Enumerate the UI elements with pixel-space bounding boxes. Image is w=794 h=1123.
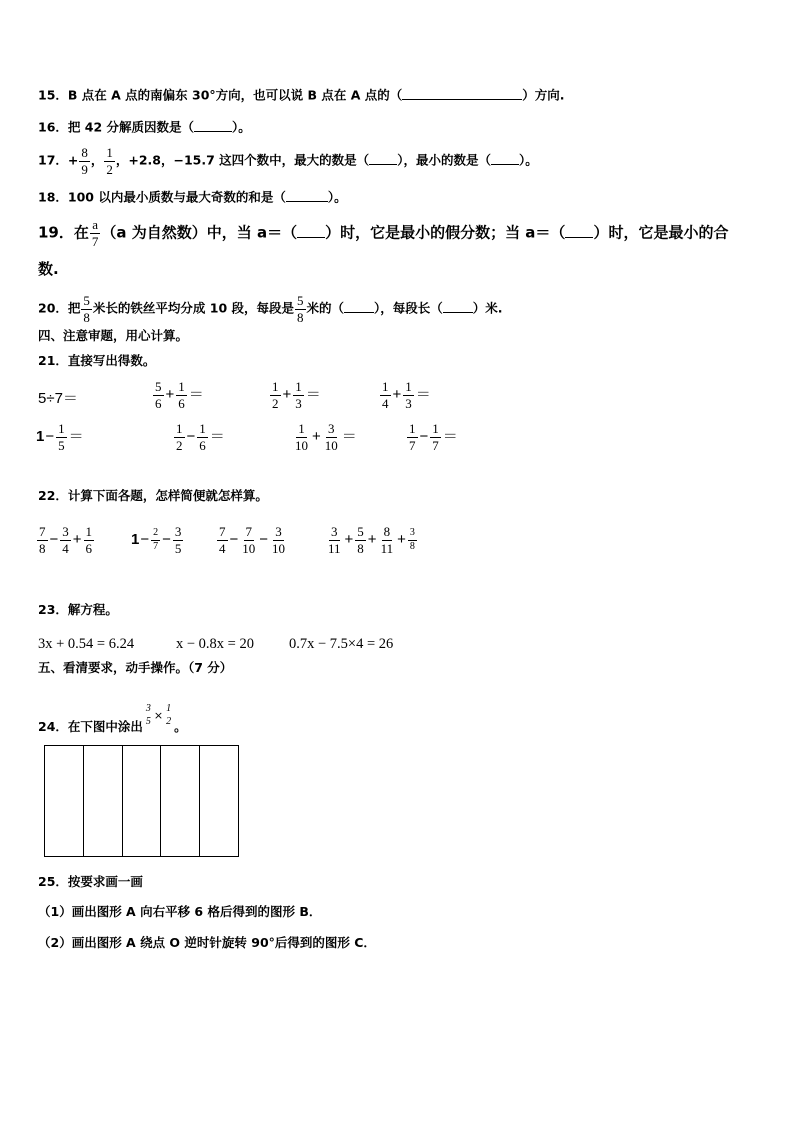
q17-fraction-2	[104, 146, 115, 176]
operator: −	[186, 428, 196, 446]
grid-cell[interactable]	[84, 746, 123, 856]
q17-blank-min[interactable]	[491, 151, 519, 165]
q21-item-5	[36, 422, 85, 452]
grid-cell[interactable]	[123, 746, 162, 856]
shading-grid[interactable]	[44, 745, 239, 857]
numerator: 1	[178, 379, 185, 394]
fraction	[174, 422, 185, 452]
numerator: 1	[199, 421, 206, 436]
fraction	[37, 525, 48, 555]
fraction	[240, 525, 257, 555]
fraction	[407, 422, 418, 452]
numerator: 1	[176, 421, 183, 436]
times-sign: ×	[153, 709, 164, 722]
numerator: 1	[409, 421, 416, 436]
equation-text: 0.7x − 7.5×4 = 26	[289, 636, 394, 652]
q19-text: （a 为自然数）中，当 a＝（	[101, 223, 298, 242]
fraction	[60, 525, 71, 555]
grid-cell[interactable]	[45, 746, 84, 856]
denominator: 4	[219, 540, 226, 556]
q17-prefix: 17．+	[38, 152, 79, 168]
denominator: 7	[153, 540, 159, 552]
section-5-text: 五、看清要求，动手操作。（7 分）	[38, 660, 233, 675]
fraction	[197, 422, 208, 452]
fraction	[173, 525, 184, 555]
q20-text: 米长的铁丝平均分成 10 段，每段是	[92, 300, 295, 316]
numerator: 3	[62, 524, 69, 539]
equals-sign: ＝	[442, 428, 458, 446]
q21-title-text: 21．直接写出得数。	[38, 353, 156, 368]
operator: −	[229, 531, 239, 549]
numerator: 1	[295, 379, 302, 394]
fraction	[270, 380, 281, 410]
q16-text-end: ）。	[232, 119, 251, 135]
numerator: 1	[272, 379, 279, 394]
numerator: 3	[408, 528, 417, 541]
q16-text: 16．把 42 分解质因数是（	[38, 119, 194, 135]
q19-prefix: 19．在	[38, 223, 89, 242]
q15-blank[interactable]	[402, 86, 522, 100]
q17-blank-max[interactable]	[369, 151, 397, 165]
q17-text-mid: ），最小的数是（	[397, 152, 491, 168]
denominator: 10	[242, 540, 256, 556]
q25-item-1-text: （1）画出图形 A 向右平移 6 格后得到的图形 B．	[38, 904, 322, 919]
q20-fraction-2	[295, 294, 306, 324]
numerator: 1	[58, 421, 65, 436]
q19-line2-text: 数.	[38, 260, 59, 278]
fraction	[217, 525, 228, 555]
whole-number: 1	[36, 428, 45, 446]
equals-sign: ＝	[305, 386, 321, 404]
operator: +	[392, 386, 402, 404]
q17-fraction-1	[79, 146, 90, 176]
operator: +	[344, 531, 354, 549]
denominator: 10	[295, 437, 308, 453]
operator: −	[162, 531, 171, 549]
operator: −	[45, 428, 55, 446]
numerator: 1	[166, 703, 172, 714]
denominator: 8	[409, 540, 415, 552]
q21-item-6	[173, 422, 226, 452]
q19-fraction	[90, 218, 101, 248]
operator: −	[49, 531, 59, 549]
q23-equation-1	[38, 636, 134, 653]
denominator: 4	[62, 540, 69, 556]
equals-sign: ＝	[188, 386, 204, 404]
denominator: 8	[297, 309, 304, 325]
denominator: 3	[295, 395, 302, 411]
question-23-title	[38, 604, 118, 617]
operator: +	[165, 386, 175, 404]
numerator: 1	[405, 379, 412, 394]
numerator: 1	[85, 524, 93, 539]
numerator: 1	[298, 421, 305, 436]
numerator: 3	[145, 703, 151, 714]
denominator: 5	[174, 540, 182, 556]
numerator: 8	[81, 145, 88, 160]
question-17	[38, 146, 538, 176]
numerator: 7	[219, 524, 226, 539]
fraction	[379, 525, 396, 555]
fraction	[326, 525, 343, 555]
q23-equation-2	[176, 636, 254, 653]
denominator: 6	[85, 540, 93, 556]
operator: +	[397, 531, 406, 549]
question-22-title	[38, 490, 268, 503]
denominator: 5	[145, 715, 151, 727]
question-15	[38, 86, 565, 102]
fraction	[164, 704, 173, 727]
q19-text-end: ）时，它是最小的合	[593, 223, 729, 242]
section-4-heading	[38, 330, 188, 343]
numerator: 2	[151, 528, 160, 541]
whole-number: 1	[131, 531, 140, 549]
operator: +	[367, 531, 377, 549]
q15-text: 15．B 点在 A 点的南偏东 30°方向，也可以说 B 点在 A 点的（	[38, 87, 403, 103]
q24-text-end: 。	[174, 719, 187, 734]
question-25-item-2	[38, 937, 376, 950]
question-19-line-2	[38, 262, 59, 277]
fraction	[153, 380, 164, 410]
question-25-title	[38, 876, 143, 889]
grid-cell[interactable]	[200, 746, 238, 856]
q25-item-2-text: （2）画出图形 A 绕点 O 逆时针旋转 90°后得到的图形 C．	[38, 935, 376, 950]
denominator: 3	[405, 395, 412, 411]
numerator: 5	[297, 293, 304, 308]
equals-sign: ＝	[68, 428, 84, 446]
numerator: 5	[83, 293, 90, 308]
equation-text: 3x + 0.54 = 6.24	[38, 636, 135, 652]
operator: −	[140, 531, 150, 549]
fraction	[84, 525, 95, 555]
q20-text-mid2: ），每段长（	[374, 300, 443, 316]
denominator: 7	[91, 233, 99, 249]
q21-item-1	[38, 391, 78, 406]
q19-blank-1[interactable]	[297, 222, 325, 238]
denominator: 11	[328, 540, 341, 556]
q20-fraction-1	[81, 294, 92, 324]
q22-expression-4	[325, 525, 418, 555]
numerator: 5	[357, 524, 364, 539]
denominator: 6	[199, 437, 206, 453]
numerator: 1	[432, 421, 439, 436]
fraction	[430, 422, 441, 452]
fraction	[56, 422, 67, 452]
question-25-item-1	[38, 906, 321, 919]
denominator: 8	[83, 309, 90, 325]
q24-expression	[143, 704, 174, 727]
fraction	[144, 704, 153, 727]
fraction	[355, 525, 366, 555]
q23-title-text: 23．解方程。	[38, 602, 118, 617]
denominator: 11	[380, 540, 394, 556]
q22-expression-3	[216, 525, 288, 555]
q21-item-3	[269, 380, 322, 410]
fraction	[403, 380, 414, 410]
denominator: 7	[409, 437, 416, 453]
q22-expression-1	[36, 525, 95, 555]
operator: +	[312, 428, 321, 446]
fraction	[293, 380, 304, 410]
q25-title-text: 25．按要求画一画	[38, 874, 143, 889]
q21-item-7	[292, 422, 358, 452]
q21-item-8	[406, 422, 459, 452]
denominator: 7	[432, 437, 439, 453]
equation-text: x − 0.8x = 20	[176, 636, 254, 652]
q18-text-end: ）。	[327, 189, 347, 205]
denominator: 9	[81, 161, 88, 177]
q20-text-mid: 米的（	[306, 300, 345, 316]
equals-sign: ＝	[209, 428, 225, 446]
question-24	[38, 703, 187, 739]
q18-blank[interactable]	[286, 188, 328, 202]
q21-item-1-text: 5÷7＝	[38, 390, 78, 407]
denominator: 8	[357, 540, 364, 556]
section-5-heading	[38, 662, 232, 675]
q17-text: ，+2.8，−15.7 这四个数中，最大的数是（	[115, 152, 370, 168]
numerator: 7	[245, 524, 253, 539]
question-21-title	[38, 355, 155, 368]
numerator: 3	[328, 421, 335, 436]
fraction	[151, 528, 160, 552]
denominator: 2	[272, 395, 279, 411]
denominator: 6	[155, 395, 162, 411]
numerator: 3	[174, 524, 182, 539]
denominator: 5	[58, 437, 65, 453]
q17-separator: ，	[90, 152, 104, 168]
q18-text: 18．100 以内最小质数与最大奇数的和是（	[38, 189, 286, 205]
fraction	[176, 380, 187, 410]
denominator: 8	[39, 540, 46, 556]
q20-blank-1[interactable]	[344, 299, 374, 313]
q19-text-mid: ）时，它是最小的假分数；当 a＝（	[325, 223, 566, 242]
denominator: 6	[178, 395, 185, 411]
denominator: 2	[106, 161, 113, 177]
denominator: 10	[272, 540, 286, 556]
q23-equation-3	[289, 636, 393, 653]
q16-blank[interactable]	[194, 118, 232, 132]
numerator: 1	[382, 379, 389, 394]
q19-blank-2[interactable]	[565, 222, 593, 238]
denominator: 4	[382, 395, 389, 411]
fraction	[380, 380, 391, 410]
question-16	[38, 118, 251, 134]
operator: +	[282, 386, 292, 404]
fraction	[323, 422, 340, 452]
question-19	[38, 218, 728, 248]
numerator: 3	[275, 524, 282, 539]
equals-sign: ＝	[415, 386, 431, 404]
question-18	[38, 188, 347, 204]
grid-cell[interactable]	[161, 746, 200, 856]
numerator: 7	[39, 524, 46, 539]
numerator: 1	[106, 145, 113, 160]
q20-prefix: 20．把	[38, 300, 81, 316]
operator: −	[419, 428, 429, 446]
question-20	[38, 294, 503, 324]
q22-expression-2	[131, 525, 184, 555]
q21-item-2	[152, 380, 205, 410]
q20-blank-2[interactable]	[443, 299, 473, 313]
fraction	[408, 528, 417, 552]
numerator: 5	[155, 379, 162, 394]
q17-text-end: ）。	[518, 152, 538, 168]
equals-sign: ＝	[341, 428, 357, 446]
numerator: 3	[331, 524, 338, 539]
q21-item-4	[379, 380, 432, 410]
q22-title-text: 22．计算下面各题，怎样简便就怎样算。	[38, 488, 268, 503]
denominator: 2	[176, 437, 183, 453]
q24-text: 24．在下图中涂出	[38, 719, 143, 734]
q20-text-end: ）米.	[472, 300, 503, 316]
q15-text-end: ）方向.	[522, 87, 565, 103]
operator: −	[259, 531, 269, 549]
operator: +	[72, 531, 82, 549]
denominator: 2	[166, 715, 172, 727]
numerator: 8	[383, 524, 391, 539]
fraction	[270, 525, 287, 555]
fraction	[293, 422, 310, 452]
numerator: a	[92, 217, 99, 232]
denominator: 10	[324, 437, 338, 453]
section-4-text: 四、注意审题，用心计算。	[38, 328, 189, 343]
